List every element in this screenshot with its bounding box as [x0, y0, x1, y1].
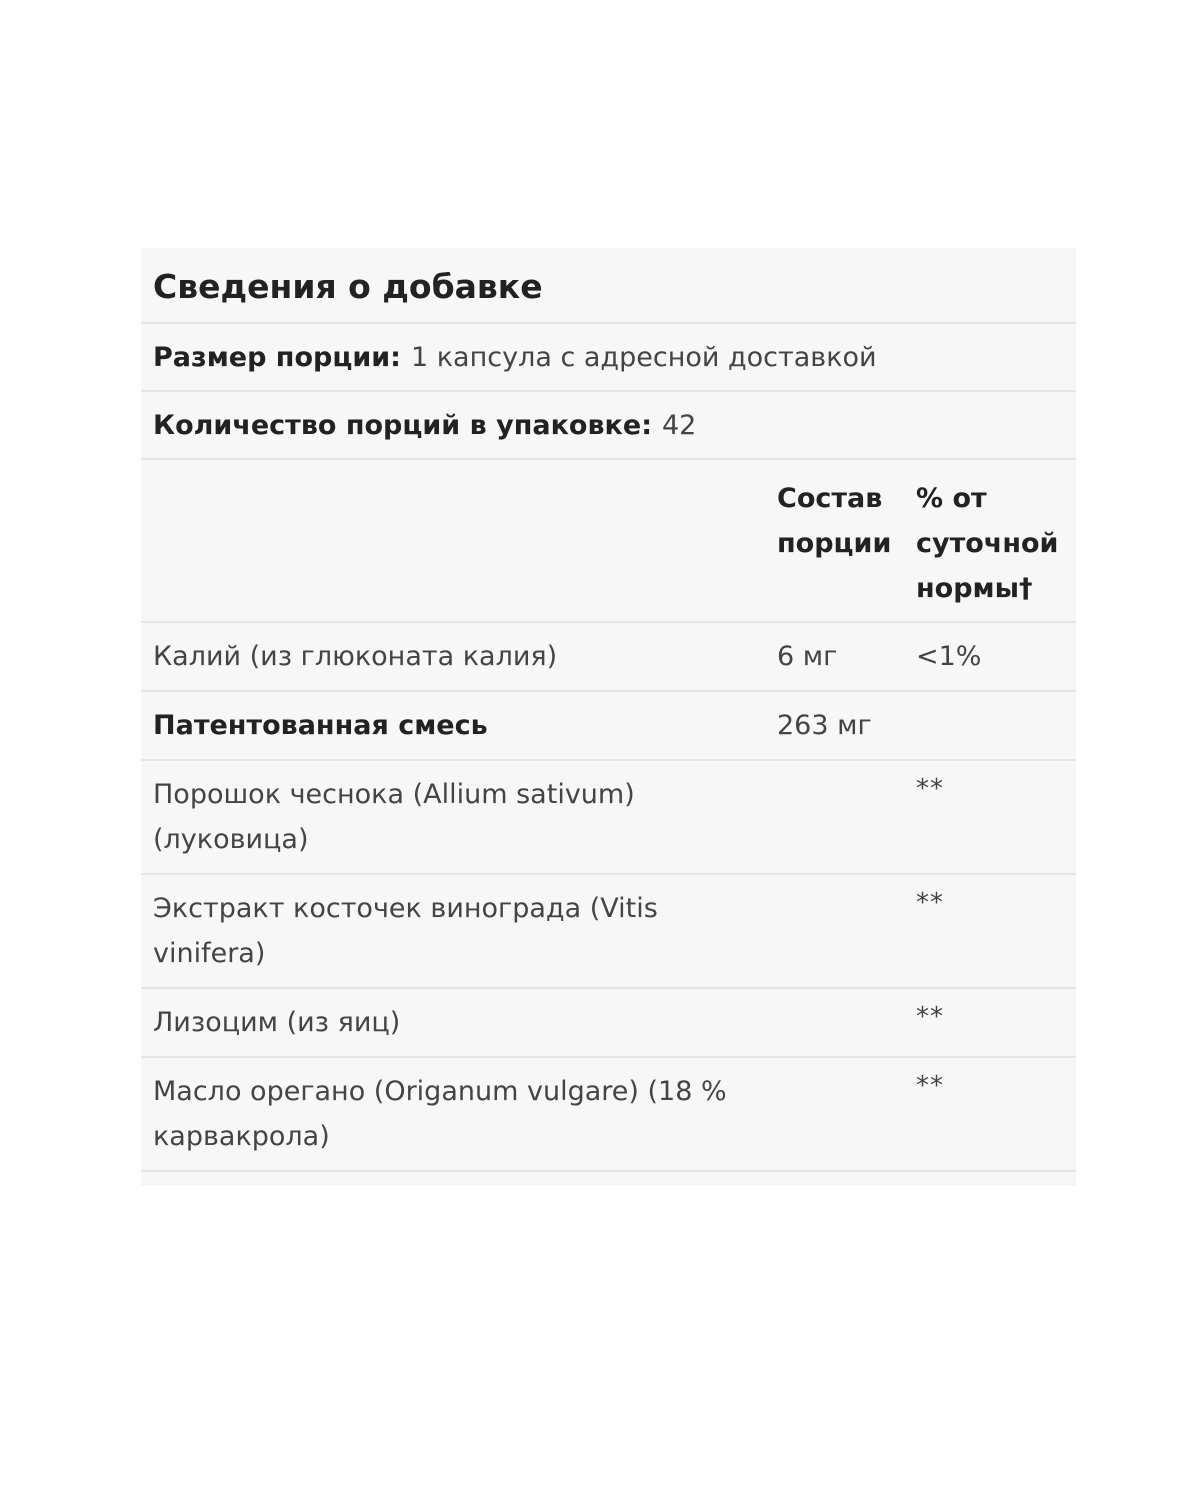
ingredient-amount — [765, 988, 908, 1057]
table-row — [141, 622, 1076, 691]
ingredient-amount: 263 мг — [765, 691, 908, 760]
nutrients-table — [141, 460, 1076, 1172]
ingredient-daily-value — [908, 691, 1076, 760]
title-row — [141, 248, 1076, 324]
ingredient-daily-value: ** — [908, 1057, 1076, 1171]
ingredient-amount — [765, 760, 908, 874]
ingredient-amount: 6 мг — [765, 622, 908, 691]
panel-title: Сведения о добавке — [153, 266, 543, 306]
header-ingredient — [141, 460, 765, 622]
servings-per-container-value: 42 — [662, 409, 697, 441]
ingredient-daily-value: <1% — [908, 622, 1076, 691]
ingredient-name: Калий (из глюконата калия) — [141, 622, 765, 691]
ingredient-daily-value: ** — [908, 760, 1076, 874]
table-row — [141, 874, 1076, 988]
serving-size-value: 1 капсула с адресной доставкой — [410, 341, 877, 373]
ingredient-name: Масло орегано (Origanum vulgare) (18 % карвакрола) — [141, 1057, 765, 1171]
ingredient-name: Лизоцим (из яиц) — [141, 988, 765, 1057]
ingredient-name: Порошок чеснока (Allium sativum) (луковица) — [141, 760, 765, 874]
ingredient-daily-value: ** — [908, 874, 1076, 988]
header-daily-value: % от суточной нормы† — [908, 460, 1076, 622]
serving-size-row — [141, 324, 1076, 392]
servings-per-container-row — [141, 392, 1076, 460]
serving-size-label: Размер порции: — [153, 341, 401, 373]
ingredient-name: Экстракт косточек винограда (Vitis vinifera) — [141, 874, 765, 988]
header-amount: Состав порции — [765, 460, 908, 622]
table-row — [141, 1057, 1076, 1171]
ingredient-amount — [765, 1057, 908, 1171]
table-row — [141, 988, 1076, 1057]
table-header-row — [141, 460, 1076, 622]
table-row — [141, 691, 1076, 760]
supplement-facts-panel — [141, 248, 1076, 1186]
ingredient-amount — [765, 874, 908, 988]
servings-per-container-label: Количество порций в упаковке: — [153, 409, 652, 441]
table-row — [141, 760, 1076, 874]
ingredient-name: Патентованная смесь — [141, 691, 765, 760]
ingredient-daily-value: ** — [908, 988, 1076, 1057]
